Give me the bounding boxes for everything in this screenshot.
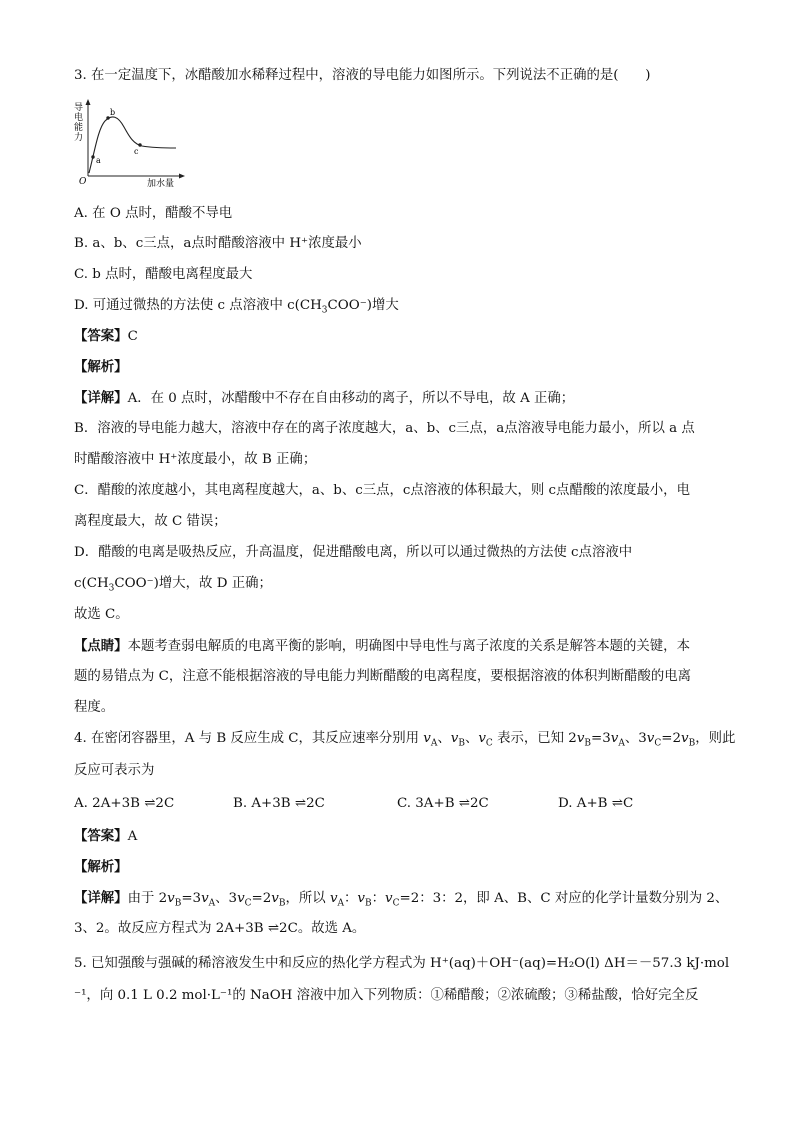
q3-detail-line-8: 故选 C。 [74,607,129,622]
q3-analysis-tag: 【解析】 [74,359,128,375]
q4-option-d: D. A+B ⇌C [558,796,634,811]
q3-detail-line-4: C．醋酸的浓度越小，其电离程度越大，a、b、c三点，c点溶液的体积最大，则 c点醋酸的浓度最小，电 [74,483,690,498]
q3-comment-line-2: 题的易错点为 C，注意不能根据溶液的导电能力判断醋酸的电离程度，要根据溶液的体积判断醋酸的电离 [74,669,692,684]
q3-detail-line-6: D．醋酸的电离是吸热反应，升高温度，促进醋酸电离，所以可以通过微热的方法使 c点溶液中 [74,545,633,560]
x-axis-arrow [179,174,185,179]
answer-value: C [127,329,138,344]
q4-answer: 【答案】A [74,828,138,844]
q3-detail-line-5: 离程度最大，故 C 错误； [74,514,227,529]
q4-option-a: A. 2A+3B ⇌2C [74,796,175,811]
y-axis-arrow [86,99,91,105]
q4-stem-line-1: 4. 在密闭容器里，A 与 B 反应生成 C，其反应速率分别用 $v_A$、$v_B$、$v_C$ 表示，已知 $2v_B=3v_A$、$3v_C=2v_B$，则此 [74,731,736,749]
y-label-char-1: 导 [74,103,84,113]
detail-tag: 【详解】 [74,390,128,406]
q3-stem: 3. 在一定温度下，冰醋酸加水稀释过程中，溶液的导电能力如图所示。下列说法不正确的是( ) [74,68,651,83]
q3-detail-line-1: 【详解】A．在 0 点时，冰醋酸中不存在自由移动的离子，所以不导电，故 A 正确； [74,390,575,406]
point-c-label: c [134,147,139,156]
x-axis-label: 加水量 [147,179,175,188]
q3-comment-line-1: 【点睛】本题考查弱电解质的电离平衡的影响，明确图中导电性与离子浓度的关系是解答本题的关键，本 [74,638,690,654]
conductivity-curve [89,117,176,173]
y-label-char-4: 力 [74,133,84,143]
conductivity-curve-figure [74,98,194,188]
q4-option-b: B. A+3B ⇌2C [233,796,325,811]
point-c-marker [138,143,141,146]
point-a-marker [91,155,94,158]
q4-stem-line-2: 反应可表示为 [74,763,155,778]
point-a-label: a [96,156,101,165]
origin-label: O [79,177,87,187]
q5-stem-line-1: 5. 已知强酸与强碱的稀溶液发生中和反应的热化学方程式为 H⁺(aq)＋OH⁻(aq)=H₂O(l) ΔH＝－57.3 kJ·mol [74,956,730,971]
q3-answer [74,327,138,346]
q3-comment-line-3: 程度。 [74,700,115,715]
answer-tag: 【答案】 [74,328,128,344]
y-label-char-2: 电 [74,113,84,123]
q4-analysis-tag: 【解析】 [74,859,128,875]
q4-option-c: C. 3A+B ⇌2C [397,796,489,811]
q3-option-b: B. a、b、c三点，a点时醋酸溶液中 H⁺浓度最小 [74,236,362,251]
y-axis-label [74,102,83,143]
q3-option-a: A. 在 O 点时，醋酸不导电 [74,206,233,221]
q3-detail-line-3: 时醋酸溶液中 H⁺浓度最小，故 B 正确； [74,452,317,467]
comment-tag: 【点睛】 [74,638,128,654]
y-label-char-3: 能 [74,123,84,133]
q3-detail-line-2: B．溶液的导电能力越大，溶液中存在的离子浓度越大，a、b、c三点，a点溶液导电能力最小，所以 a 点 [74,421,695,436]
q5-stem-line-2: ⁻¹，向 0.1 L 0.2 mol·L⁻¹的 NaOH 溶液中加入下列物质：①稀醋酸；②浓硫酸；③稀盐酸，恰好完全反 [74,988,699,1003]
q3-option-d: D. 可通过微热的方法使 c 点溶液中 $c(CH_3COO^-)$增大 [74,298,399,316]
q3-option-c: C. b 点时，醋酸电离程度最大 [74,267,253,282]
point-b-label: b [110,108,116,117]
q4-detail-line-2: 3、2。故反应方程式为 2A+3B ⇌2C。故选 A。 [74,921,366,936]
q4-detail-line-1: 【详解】由于 $2v_B=3v_A$、$3v_C=2v_B$，所以 $v_A$：$v_B$：$v_C=2$：3：2，即 A、B、C 对应的化学计量数分别为 2、 [74,890,729,909]
q3-detail-line-7: $c(CH_3COO^-)$增大，故 D 正确； [74,576,272,594]
